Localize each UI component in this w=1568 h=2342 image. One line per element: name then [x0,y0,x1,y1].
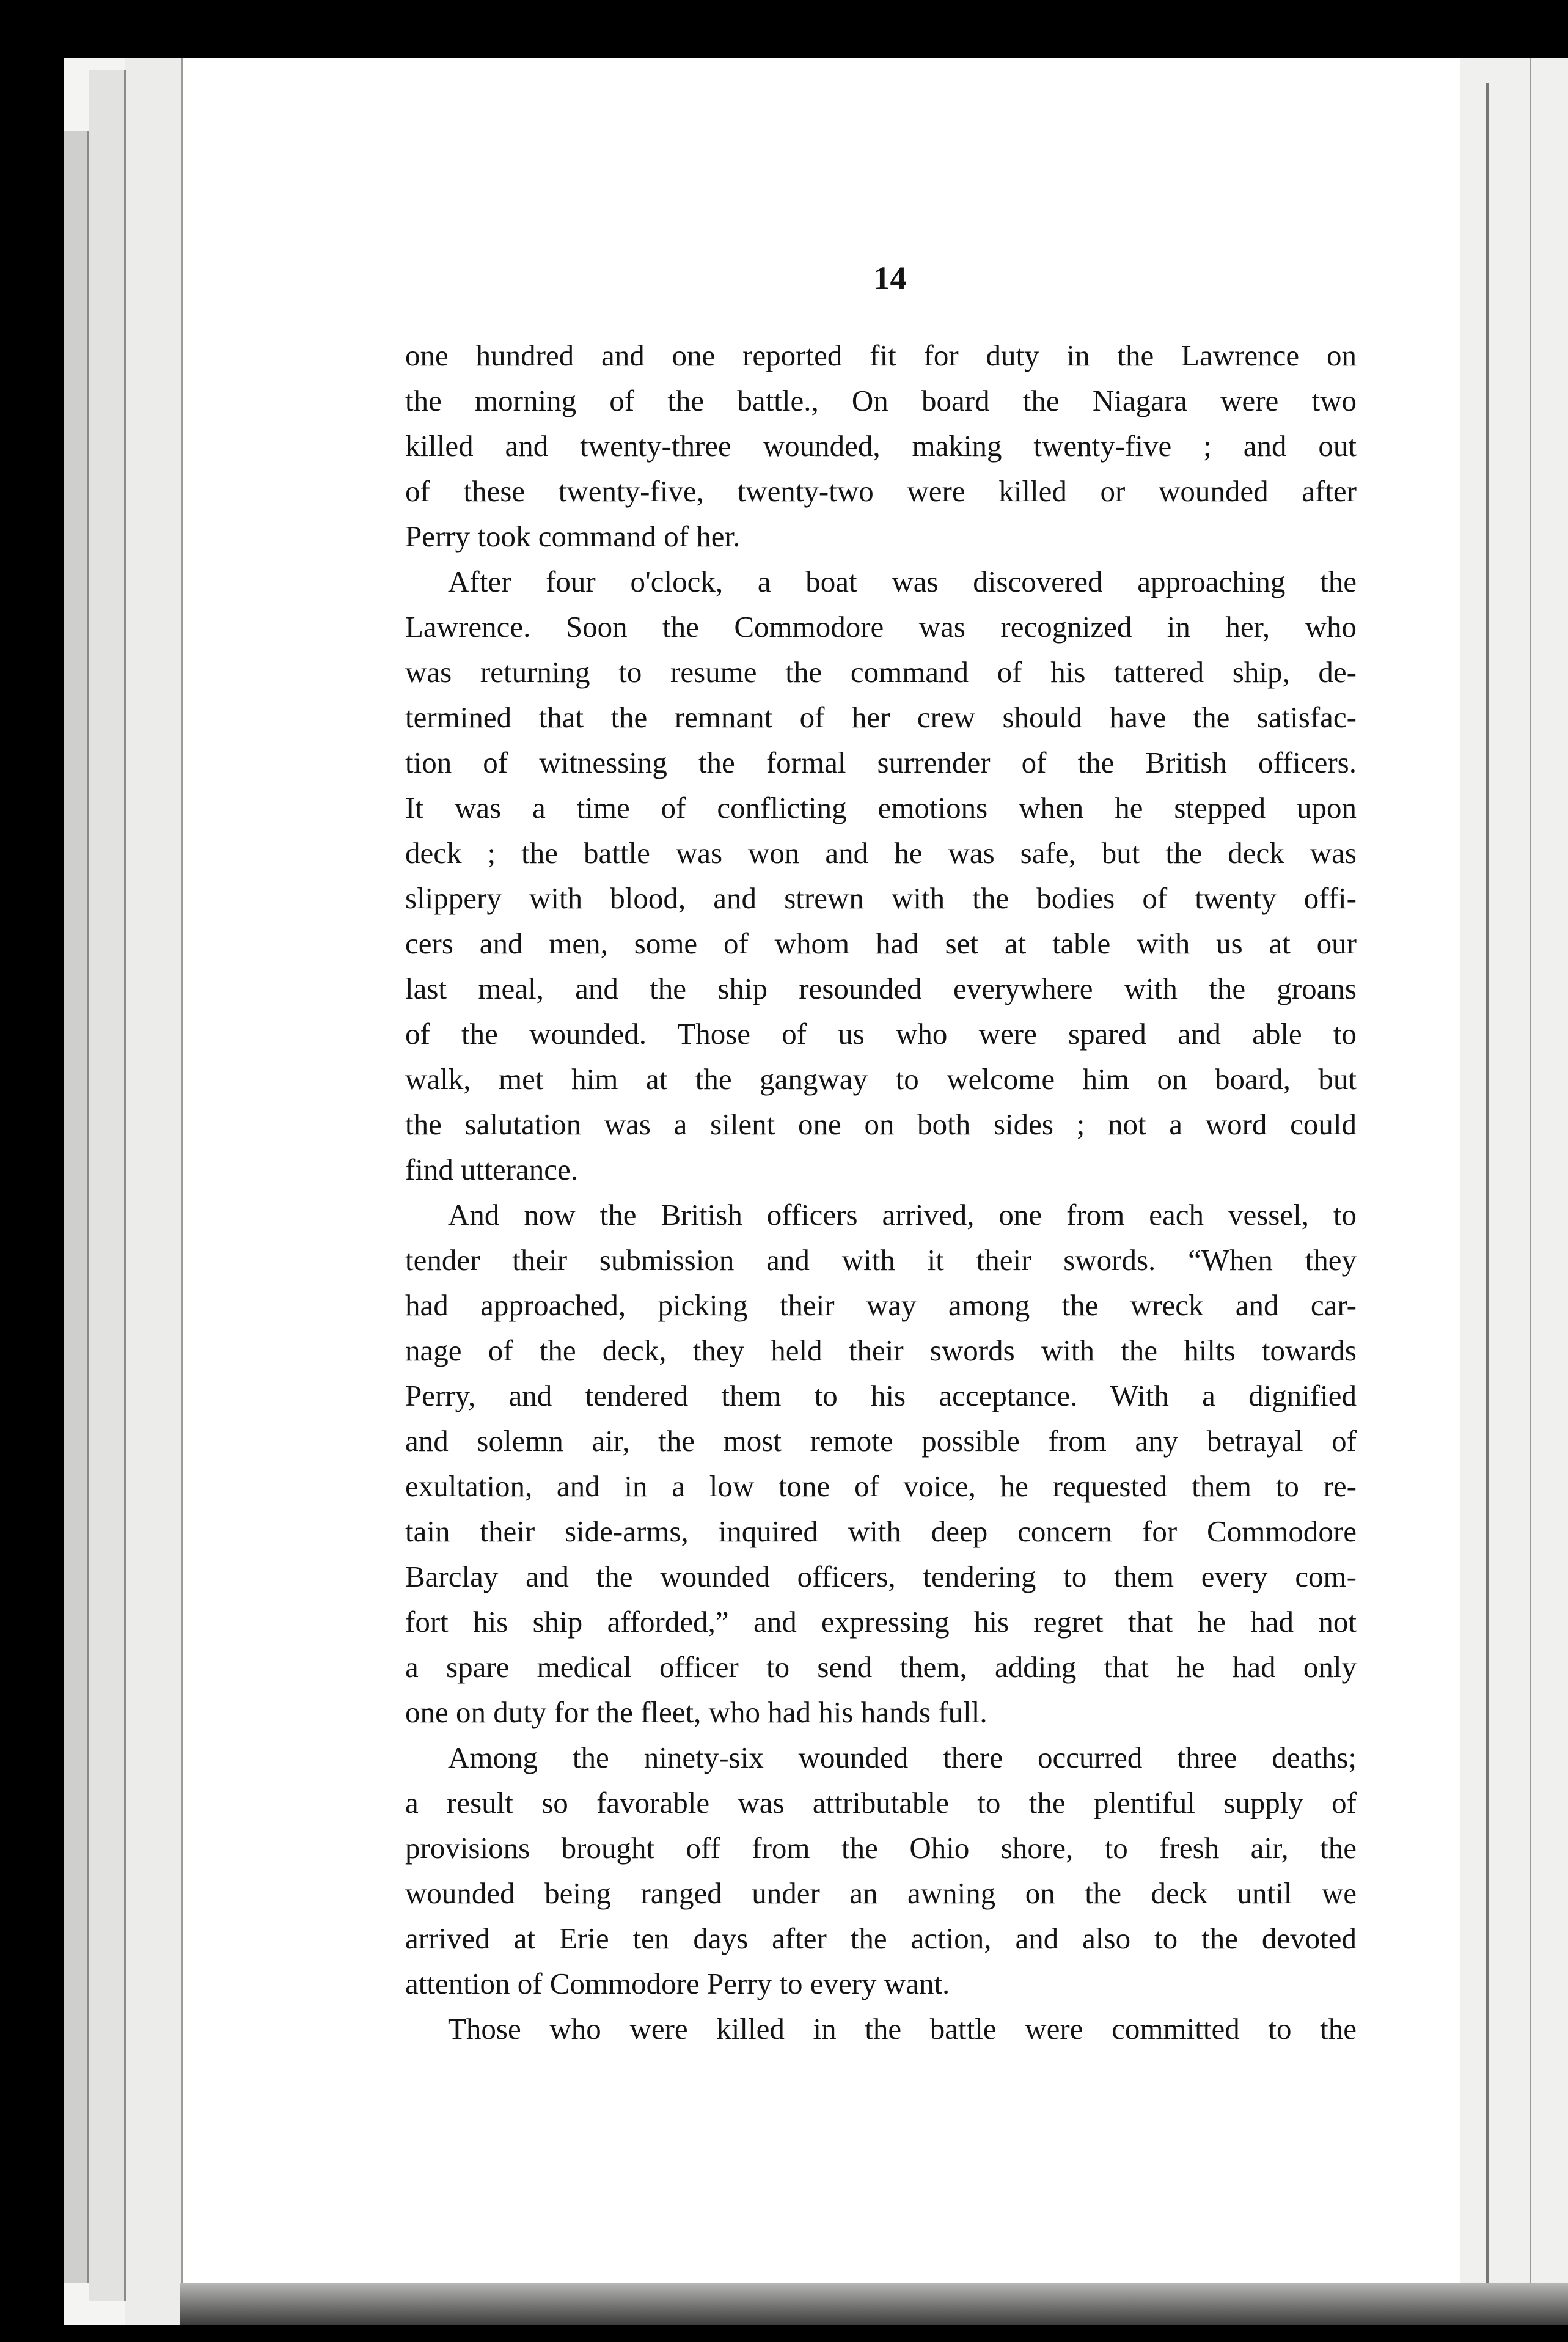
page-edge [64,131,89,2283]
text-line: a result so favorable was attributable to the plentiful supply of [405,1786,1357,1819]
paragraph [405,1735,1357,2006]
text-line: After four o'clock, a boat was discovered approaching the [448,565,1357,598]
paragraph [405,559,1357,1192]
text-line: nage of the deck, they held their swords with the hilts towards [405,1334,1357,1367]
text-line: fort his ship afforded,” and expressing his regret that he had not [405,1605,1357,1639]
text-line: It was a time of conflicting emotions when he stepped upon [405,791,1357,824]
text-line: tain their side-arms, inquired with deep concern for Commodore [405,1514,1357,1548]
text-line: of the wounded. Those of us who were spared and able to [405,1017,1357,1051]
text-line: slippery with blood, and strewn with the bodies of twenty offi- [405,881,1357,915]
bottom-scan-shadow [180,2283,1568,2325]
text-line: one on duty for the fleet, who had his hands full. [405,1695,987,1729]
paragraph [405,2006,1357,2052]
text-line: wounded being ranged under an awning on the deck until we [405,1876,1357,1910]
text-line: And now the British officers arrived, one from each vessel, to [448,1198,1357,1232]
text-line: provisions brought off from the Ohio shore, to fresh air, the [405,1831,1357,1865]
text-line: had approached, picking their way among the wreck and car- [405,1288,1357,1322]
text-line: walk, met him at the gangway to welcome him on board, but [405,1062,1357,1096]
page-edge-line [124,70,126,2301]
body-text [405,333,1357,2052]
text-line: attention of Commodore Perry to every want. [405,1967,950,2000]
text-line: Lawrence. Soon the Commodore was recognized in her, who [405,610,1357,644]
page-edge [125,58,183,2325]
text-line: termined that the remnant of her crew should have the satisfac- [405,700,1357,734]
text-line: find utterance. [405,1153,578,1186]
text-line: deck ; the battle was won and he was safe, but the deck was [405,836,1357,870]
page-edge-line [1486,83,1489,2283]
text-line: was returning to resume the command of his tattered ship, de- [405,655,1357,689]
text-line: Barclay and the wounded officers, tendering to them every com- [405,1560,1357,1593]
text-line: killed and twenty-three wounded, making twenty-five ; and out [405,429,1357,463]
text-line: exultation, and in a low tone of voice, he requested them to re- [405,1469,1357,1503]
page-text [405,254,1357,2052]
text-line: arrived at Erie ten days after the action, and also to the devoted [405,1922,1357,1955]
paragraph [405,333,1357,559]
page-edge-line [87,131,89,2283]
text-line: cers and men, some of whom had set at table with us at our [405,927,1357,960]
text-line: of these twenty-five, twenty-two were killed or wounded after [405,474,1357,508]
page-number: 14 [873,260,907,296]
page-edge [89,70,125,2301]
text-line: Among the ninety-six wounded there occurred three deaths; [448,1741,1357,1774]
text-line: the morning of the battle., On board the Niagara were two [405,384,1357,417]
paragraph [405,1192,1357,1735]
text-line: and solemn air, the most remote possible from any betrayal of [405,1424,1357,1458]
text-line: Those who were killed in the battle were committed to the [448,2012,1357,2046]
text-line: one hundred and one reported fit for duty in the Lawrence on [405,339,1357,372]
text-line: tender their submission and with it their swords. “When they [405,1243,1357,1277]
page-edge-line [1530,58,1531,2325]
text-line: a spare medical officer to send them, adding that he had only [405,1650,1357,1684]
text-line: the salutation was a silent one on both sides ; not a word could [405,1107,1357,1141]
text-line: Perry, and tendered them to his acceptance. With a dignified [405,1379,1357,1412]
text-line: Perry took command of her. [405,519,741,553]
text-line: tion of witnessing the formal surrender of the British officers. [405,746,1357,779]
right-page-edge [1460,58,1568,2325]
text-line: last meal, and the ship resounded everywhere with the groans [405,972,1357,1005]
